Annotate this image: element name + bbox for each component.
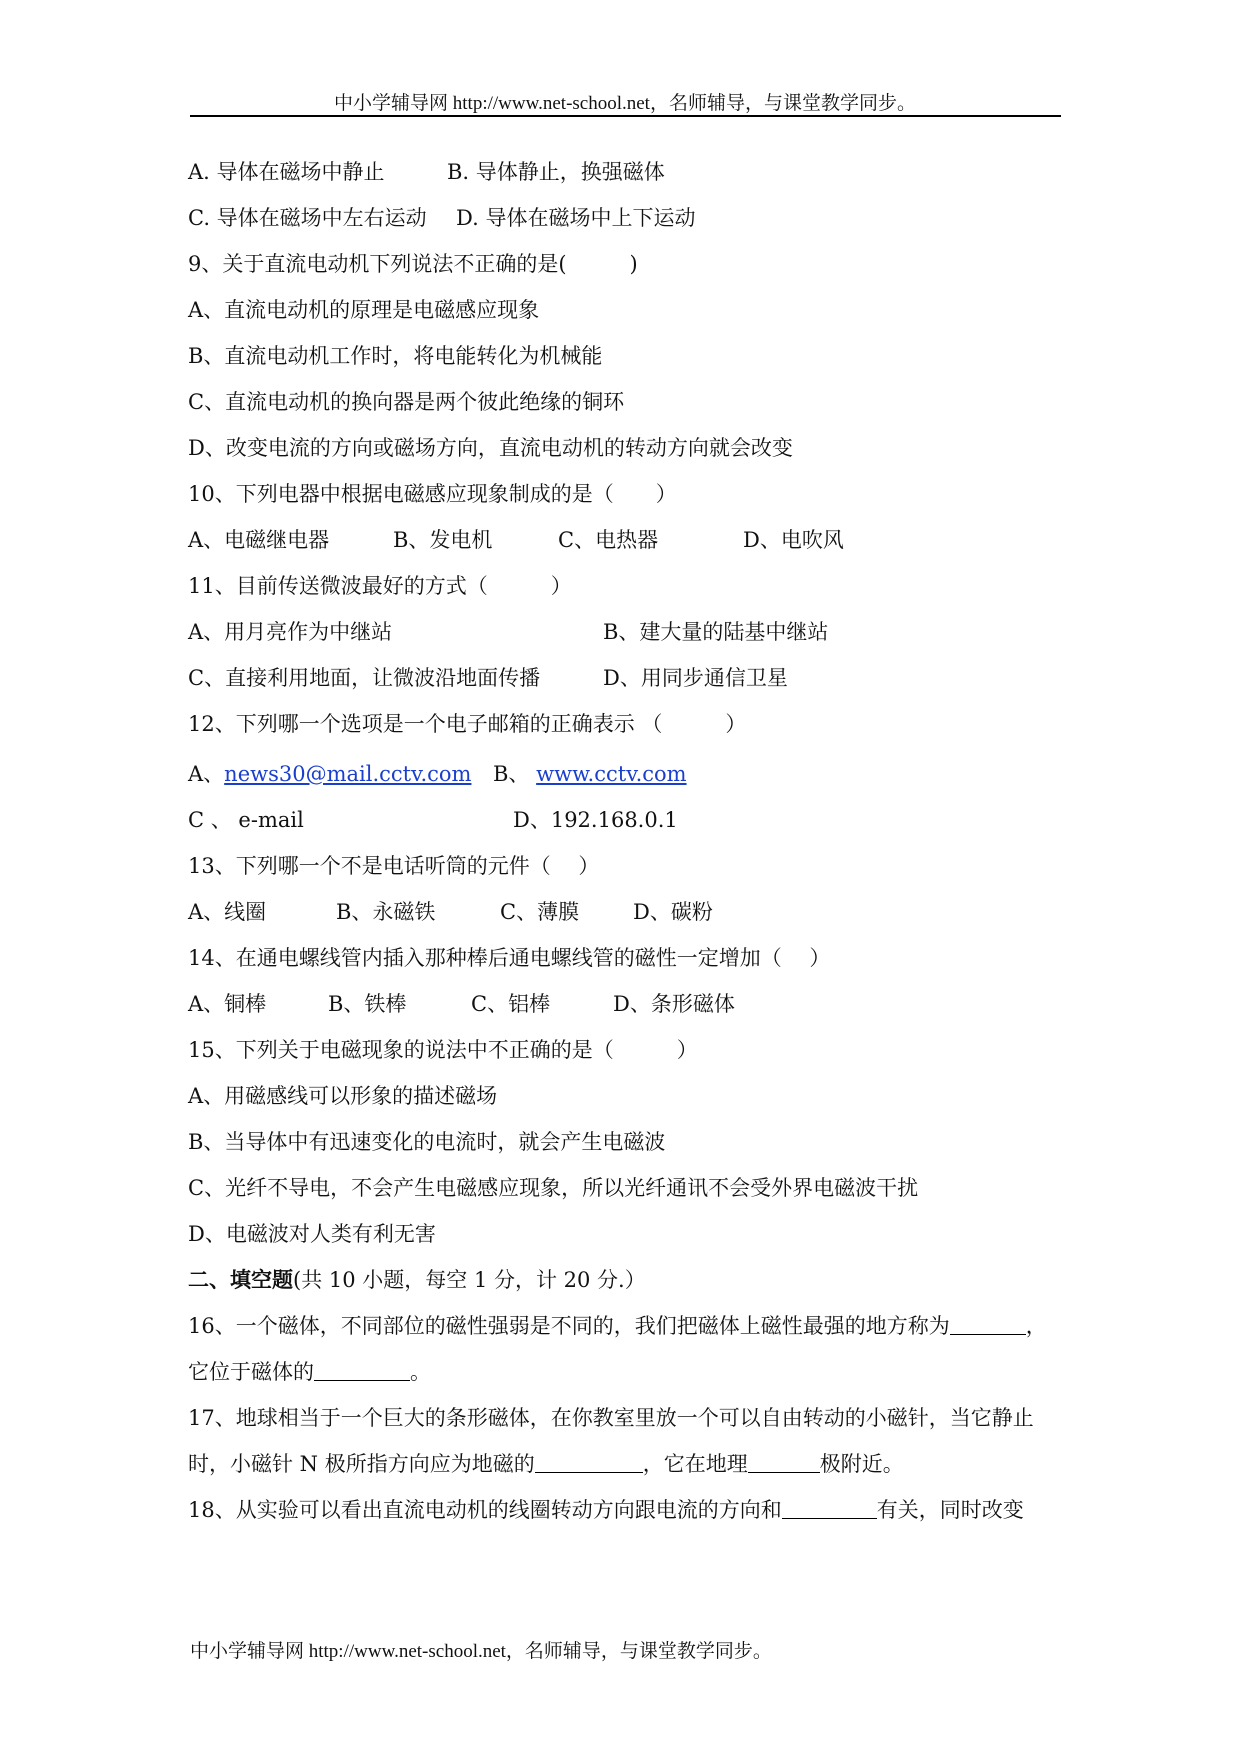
page-footer: 中小学辅导网 http://www.net-school.net，名师辅导，与课堂教学同步。: [190, 1641, 772, 1662]
q16-text-1: 16、一个磁体，不同部位的磁性强弱是不同的，我们把磁体上磁性最强的地方称为: [188, 1314, 950, 1338]
q13-option-c: C、薄膜: [500, 900, 580, 924]
q17-blank-1[interactable]: [535, 1452, 643, 1473]
q12-option-b-label: B、: [493, 762, 530, 786]
q17-text-b: ，它在地理: [642, 1452, 748, 1476]
q8-option-c: C. 导体在磁场中左右运动: [188, 206, 427, 230]
q17-blank-2[interactable]: [748, 1452, 820, 1473]
q8-option-d: D. 导体在磁场中上下运动: [456, 206, 696, 230]
q11-stem: 11、目前传送微波最好的方式（ ）: [188, 574, 572, 598]
q8-option-b: B. 导体静止，换强磁体: [447, 160, 665, 184]
q16-line-1: [188, 1312, 1047, 1340]
q13-options: [188, 898, 713, 926]
q9-stem: 9、关于直流电动机下列说法不正确的是( ): [188, 252, 638, 276]
q10-options: [188, 526, 844, 554]
q16-blank-1[interactable]: [950, 1314, 1026, 1335]
q18-text-b: 有关，同时改变: [876, 1498, 1024, 1522]
q11-row-2: [188, 664, 788, 692]
q18-blank-1[interactable]: [782, 1498, 877, 1519]
q14-option-c: C、铝棒: [471, 992, 551, 1016]
q9-option-c: C、直流电动机的换向器是两个彼此绝缘的铜环: [188, 390, 625, 414]
q10-stem: 10、下列电器中根据电磁感应现象制成的是（ ）: [188, 482, 677, 506]
q11-row-1: [188, 618, 829, 646]
q14-option-b: B、铁棒: [328, 992, 407, 1016]
q11-option-d: D、用同步通信卫星: [603, 666, 788, 690]
q12-row-2: [188, 806, 678, 834]
q9-option-a: A、直流电动机的原理是电磁感应现象: [188, 298, 540, 322]
q15-option-a: A、用磁感线可以形象的描述磁场: [188, 1084, 498, 1108]
q14-option-a: A、铜棒: [188, 992, 267, 1016]
q10-option-c: C、电热器: [558, 528, 659, 552]
q9-option-d: D、改变电流的方向或磁场方向，直流电动机的转动方向就会改变: [188, 436, 793, 460]
q10-option-b: B、发电机: [393, 528, 493, 552]
q16-line-2: [188, 1358, 431, 1386]
q8-option-a: A. 导体在磁场中静止: [188, 160, 385, 184]
q12-option-a-label: A、: [188, 762, 225, 786]
q11-option-c: C、直接利用地面，让微波沿地面传播: [188, 666, 541, 690]
q14-stem: 14、在通电螺线管内插入那种棒后通电螺线管的磁性一定增加（ ）: [188, 946, 831, 970]
section-2-title: 二、填空题: [188, 1267, 293, 1292]
q13-option-d: D、碳粉: [633, 900, 713, 924]
q12-option-b-web-link[interactable]: www.cctv.com: [536, 762, 687, 786]
q15-option-d: D、电磁波对人类有利无害: [188, 1222, 436, 1246]
q15-stem: 15、下列关于电磁现象的说法中不正确的是（ ）: [188, 1038, 698, 1062]
q12-option-a-email-link[interactable]: news30@mail.cctv.com: [224, 762, 472, 786]
q13-option-b: B、永磁铁: [336, 900, 436, 924]
section-2-heading: [188, 1266, 646, 1294]
section-2-note: (共 10 小题，每空 1 分，计 20 分.）: [293, 1268, 646, 1292]
q8-row-1: [188, 158, 665, 186]
q18-line-1: [188, 1496, 1024, 1524]
q14-options: [188, 990, 735, 1018]
q16-blank-2[interactable]: [314, 1360, 410, 1381]
q16-text-2: 它位于磁体的: [188, 1360, 314, 1384]
q12-stem: 12、下列哪一个选项是一个电子邮箱的正确表示 （ ）: [188, 712, 747, 736]
q17-line-1: 17、地球相当于一个巨大的条形磁体，在你教室里放一个可以自由转动的小磁针，当它静止: [188, 1406, 1034, 1430]
q11-option-a: A、用月亮作为中继站: [188, 620, 393, 644]
q12-option-d: D、192.168.0.1: [513, 808, 678, 832]
q11-option-b: B、建大量的陆基中继站: [603, 620, 829, 644]
q15-option-b: B、当导体中有迅速变化的电流时，就会产生电磁波: [188, 1130, 666, 1154]
header-rule: [190, 115, 1061, 117]
q13-option-a: A、线圈: [188, 900, 267, 924]
q14-option-d: D、条形磁体: [613, 992, 735, 1016]
q18-text-a: 18、从实验可以看出直流电动机的线圈转动方向跟电流的方向和: [188, 1498, 782, 1522]
q9-option-b: B、直流电动机工作时，将电能转化为机械能: [188, 344, 603, 368]
q16-text-1-end: ，: [1025, 1314, 1047, 1338]
q17-line-2: [188, 1450, 904, 1478]
q13-stem: 13、下列哪一个不是电话听筒的元件（ ）: [188, 854, 600, 878]
q10-option-a: A、电磁继电器: [188, 528, 330, 552]
q12-option-c: C 、 e-mail: [188, 808, 304, 832]
q10-option-d: D、电吹风: [743, 528, 844, 552]
q17-text-c: 极附近。: [819, 1452, 904, 1476]
q17-text-a: 时，小磁针 N 极所指方向应为地磁的: [188, 1452, 535, 1476]
q16-text-2-end: 。: [410, 1360, 431, 1384]
page-header: 中小学辅导网 http://www.net-school.net，名师辅导，与课堂教学同步。: [334, 93, 916, 114]
q12-row-1: [188, 760, 687, 788]
q8-row-2: [188, 204, 696, 232]
q15-option-c: C、光纤不导电，不会产生电磁感应现象，所以光纤通讯不会受外界电磁波干扰: [188, 1176, 919, 1200]
